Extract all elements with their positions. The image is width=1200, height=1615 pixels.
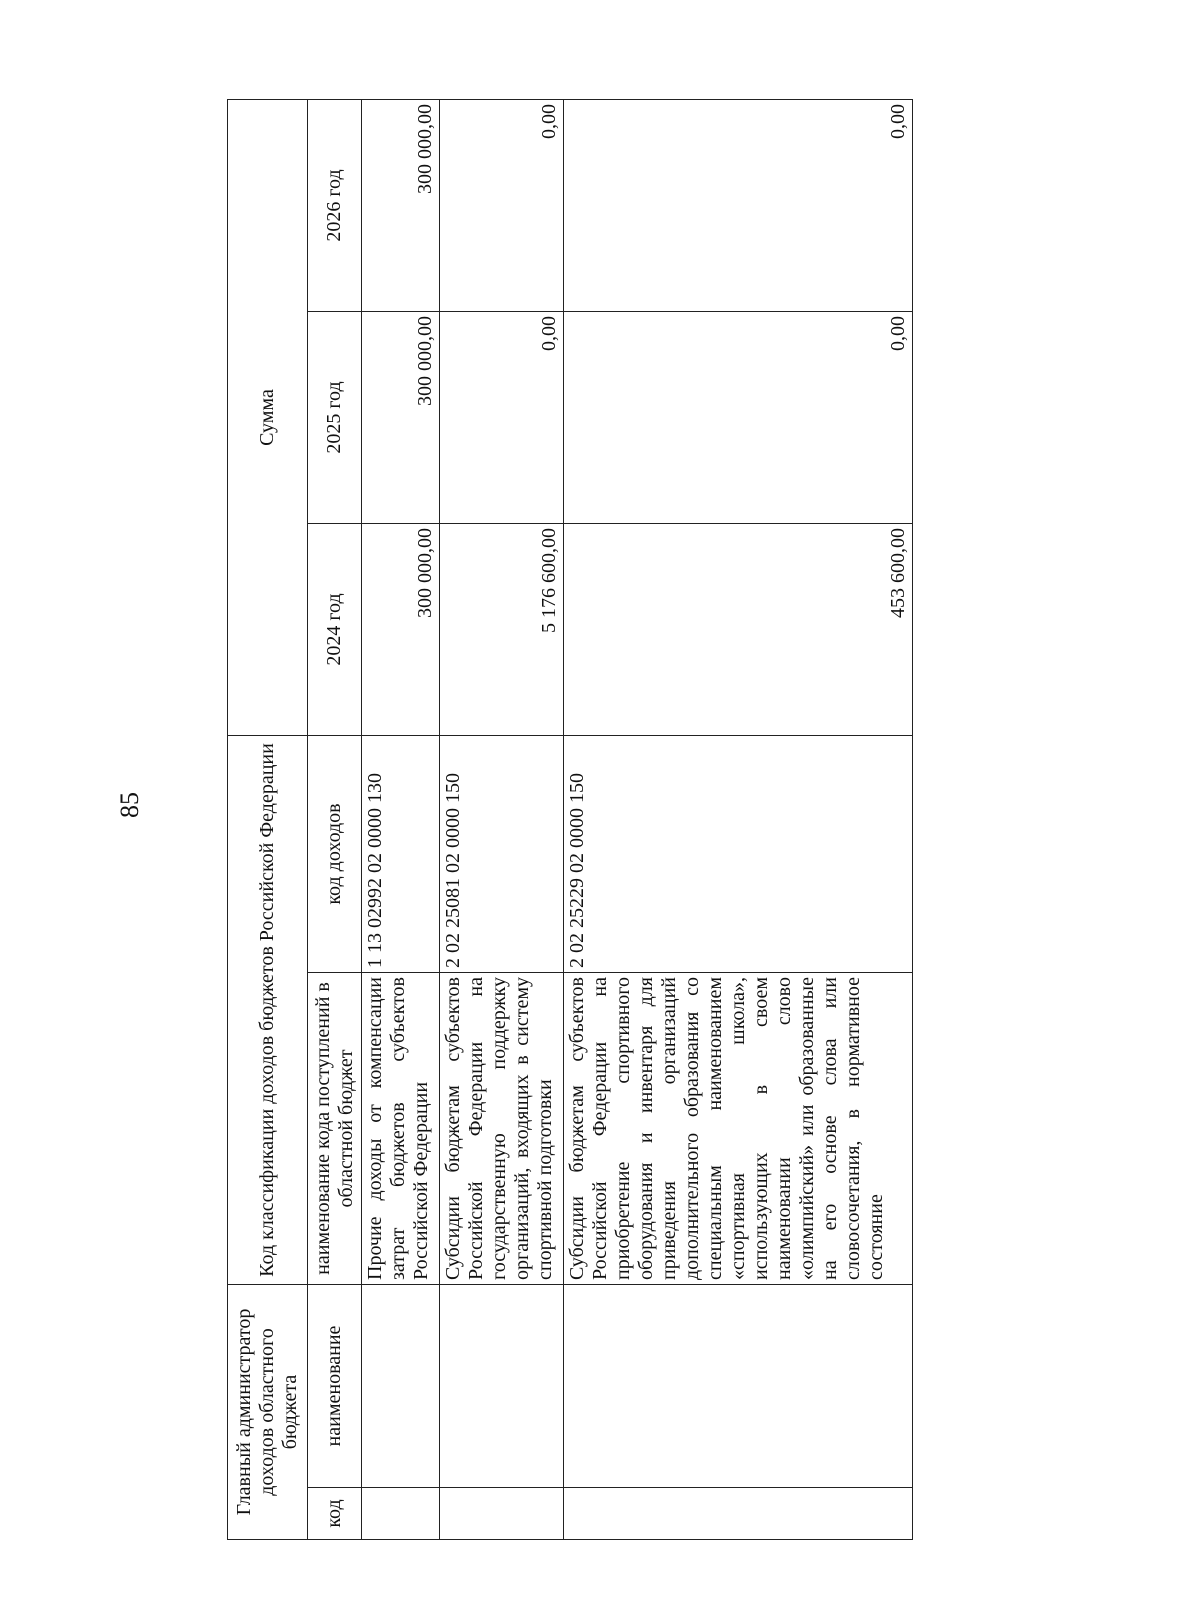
header-year-2026: 2026 год [308, 99, 362, 311]
admin-code-cell [564, 1488, 913, 1540]
header-row-2 [308, 99, 362, 1539]
description-cell: Прочие доходы от компенсации затрат бюджетов субъектов Российской Федерации [362, 973, 440, 1285]
amount-2025-cell: 0,00 [440, 312, 564, 524]
header-income-code: код доходов [308, 736, 362, 973]
income-classification-table [227, 99, 913, 1540]
description-cell: Субсидии бюджетам субъектов Российской Федерации на государственную поддержку организаций, входящих в систему спортивной подготовки [440, 973, 564, 1285]
header-income-code-name: наименование кода поступлений в областной бюджет [308, 973, 362, 1285]
page-number: 85 [115, 792, 144, 818]
header-classification: Код классификации доходов бюджетов Российской Федерации [228, 736, 308, 1285]
amount-2026-cell: 0,00 [440, 99, 564, 311]
admin-name-cell [564, 1285, 913, 1488]
income-code-cell: 1 13 02992 02 0000 130 [362, 736, 440, 973]
rotated-table-container [227, 100, 912, 1540]
amount-2024-cell: 453 600,00 [564, 524, 913, 736]
header-name: наименование [308, 1285, 362, 1488]
amount-2025-cell: 300 000,00 [362, 312, 440, 524]
admin-code-cell [440, 1488, 564, 1540]
income-code-cell: 2 02 25081 02 0000 150 [440, 736, 564, 973]
header-administrator: Главный администратор доходов областного бюджета [228, 1285, 308, 1540]
header-sum: Сумма [228, 99, 308, 735]
table-row [362, 99, 440, 1539]
admin-code-cell [362, 1488, 440, 1540]
amount-2024-cell: 300 000,00 [362, 524, 440, 736]
admin-name-cell [440, 1285, 564, 1488]
header-code: код [308, 1488, 362, 1540]
amount-2024-cell: 5 176 600,00 [440, 524, 564, 736]
table-row [564, 99, 913, 1539]
amount-2026-cell: 0,00 [564, 99, 913, 311]
table-row [440, 99, 564, 1539]
admin-name-cell [362, 1285, 440, 1488]
amount-2025-cell: 0,00 [564, 312, 913, 524]
income-code-cell: 2 02 25229 02 0000 150 [564, 736, 913, 973]
description-cell: Субсидии бюджетам субъектов Российской Федерации на приобретение спортивного оборудования и инвентаря для приведения организаций дополнительного образования со специальным наименованием «спортивная школа», использующих в своем наименовании слово «олимпийский» или образованные на его основе слова или словосочетания, в нормативное состояние [564, 973, 913, 1285]
header-row-1 [228, 99, 308, 1539]
header-year-2025: 2025 год [308, 312, 362, 524]
header-year-2024: 2024 год [308, 524, 362, 736]
amount-2026-cell: 300 000,00 [362, 99, 440, 311]
